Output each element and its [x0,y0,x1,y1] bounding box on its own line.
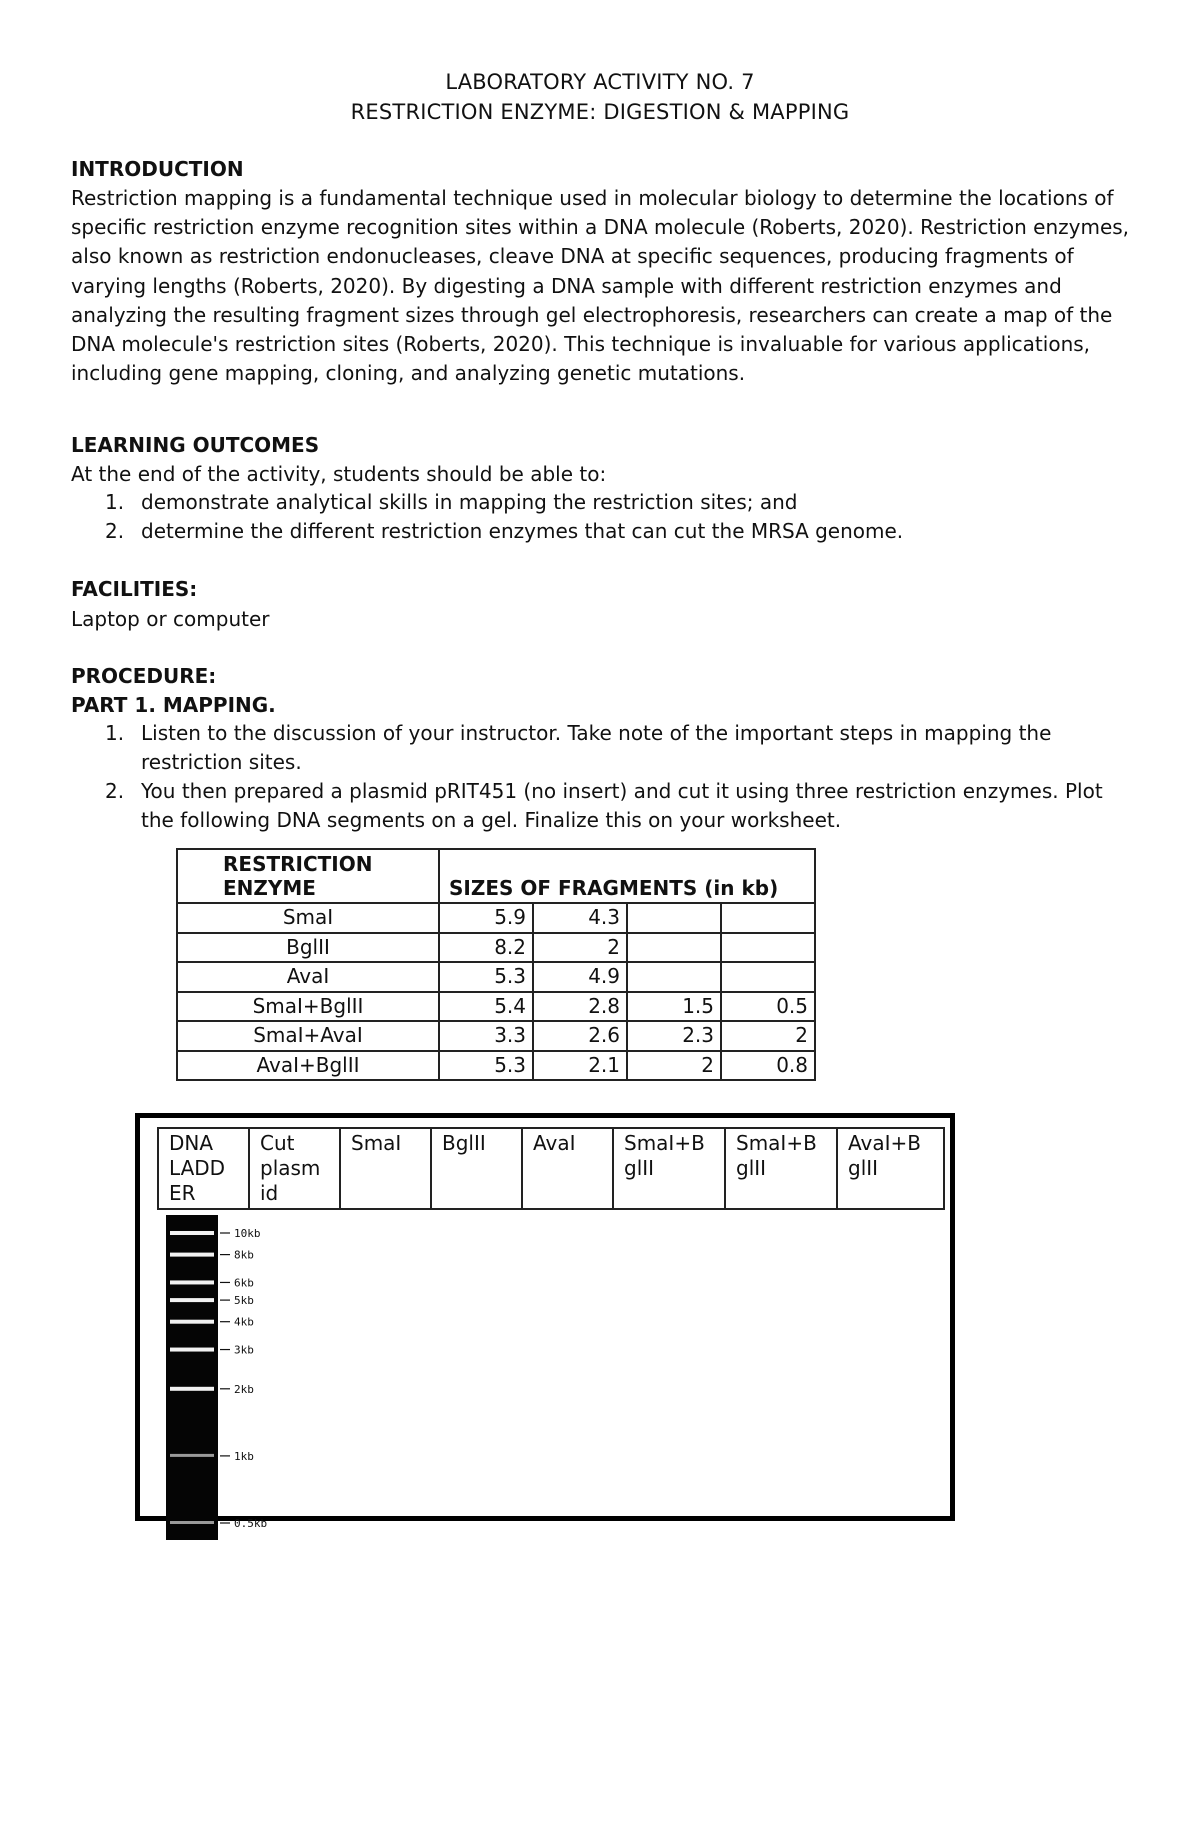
size-cell: 2.1 [533,1051,627,1081]
lane-header-cell [522,1128,613,1209]
size-cell: 5.4 [439,992,533,1022]
table-row [177,1051,815,1081]
list-item [71,719,1131,777]
size-cell: 2 [533,933,627,963]
lane-label-line: BglII [442,1131,486,1155]
lane-label-line: SmaI [351,1131,402,1155]
table-row [177,992,815,1022]
lane-label-line: LADD [169,1156,226,1180]
lane-label-line: ER [169,1181,196,1205]
learning-outcomes-heading: LEARNING OUTCOMES [71,433,320,457]
list-number: 2. [105,779,125,803]
ladder-label: 6kb [234,1276,254,1290]
size-cell [627,903,721,933]
header-text-line2: ENZYME [223,876,316,900]
ladder-band [170,1348,214,1352]
procedure-heading: PROCEDURE: [71,664,217,688]
lane-header-cell [158,1128,249,1209]
enzyme-cell: SmaI+BglII [177,992,439,1022]
lane-header-row [158,1128,944,1209]
learning-outcomes-lead: At the end of the activity, students should be able to: [71,462,607,486]
sizes-column-header: SIZES OF FRAGMENTS (in kb) [439,849,815,903]
dna-ladder-gel-image [160,1215,300,1545]
list-text: demonstrate analytical skills in mapping the restriction sites; and [141,490,798,514]
size-cell: 0.8 [721,1051,815,1081]
ladder-band [170,1231,214,1235]
ladder-label: 3kb [234,1343,254,1357]
list-number: 1. [105,721,125,745]
activity-title: LABORATORY ACTIVITY NO. 7 [445,70,755,94]
lane-label-line: plasm [260,1156,321,1180]
ladder-label: 5kb [234,1294,254,1308]
list-item [71,777,1131,835]
size-cell: 2.3 [627,1021,721,1051]
ladder-label: 8kb [234,1248,254,1262]
size-cell: 2 [721,1021,815,1051]
table-row [177,1021,815,1051]
lane-header-cell [613,1128,725,1209]
lane-label-line: id [260,1181,279,1205]
size-cell: 4.3 [533,903,627,933]
ladder-label: 1kb [234,1449,254,1463]
table-row [177,933,815,963]
gel-lane-header-table [157,1127,945,1210]
list-item [71,488,1131,517]
lane-label-line: glII [848,1156,879,1180]
ladder-band [170,1280,214,1284]
lane-label-line: AvaI [533,1131,576,1155]
ladder-band [170,1298,214,1302]
lane-header-cell [725,1128,837,1209]
ladder-band [170,1253,214,1257]
size-cell [627,933,721,963]
activity-subtitle: RESTRICTION ENZYME: DIGESTION & MAPPING [350,100,850,124]
size-cell: 2.8 [533,992,627,1022]
size-cell [721,903,815,933]
ladder-label: 10kb [234,1227,261,1240]
facilities-heading: FACILITIES: [71,577,198,601]
size-cell [721,962,815,992]
procedure-steps [71,719,1131,835]
enzyme-cell: AvaI [177,962,439,992]
lane-header-cell [249,1128,340,1209]
header-text-line1: RESTRICTION [223,852,373,876]
ladder-label: 4kb [234,1315,254,1329]
gel-lane-background [166,1215,218,1540]
size-cell: 1.5 [627,992,721,1022]
list-number: 1. [105,490,125,514]
size-cell: 8.2 [439,933,533,963]
size-cell: 5.3 [439,962,533,992]
lane-header-cell [837,1128,944,1209]
size-cell: 2 [627,1051,721,1081]
learning-outcomes-list [71,488,1131,546]
fragment-sizes-table [176,848,816,1081]
lane-label-line: DNA [169,1131,214,1155]
list-item [71,517,1131,546]
size-cell [721,933,815,963]
lane-header-cell [340,1128,431,1209]
lane-label-line: Cut [260,1131,295,1155]
size-cell: 0.5 [721,992,815,1022]
size-cell: 5.9 [439,903,533,933]
lane-label-line: glII [624,1156,655,1180]
enzyme-cell: SmaI+AvaI [177,1021,439,1051]
size-cell: 3.3 [439,1021,533,1051]
enzyme-cell: BglII [177,933,439,963]
list-number: 2. [105,519,125,543]
part1-heading: PART 1. MAPPING. [71,693,276,717]
enzyme-cell: SmaI [177,903,439,933]
table-row [177,962,815,992]
list-text: determine the different restriction enzymes that can cut the MRSA genome. [141,519,904,543]
introduction-heading: INTRODUCTION [71,157,244,181]
introduction-text: Restriction mapping is a fundamental technique used in molecular biology to determine the locations of specific restriction enzyme recognition sites within a DNA molecule (Roberts, 2020). Restriction enzymes, also known as restriction endonucleases, cleave DNA at specific sequences, producing fragments of varying lengths (Roberts, 2020). By digesting a DNA sample with different restriction enzymes and analyzing the resulting fragment sizes through gel electrophoresis, researchers can create a map of the DNA molecule's restriction sites (Roberts, 2020). This technique is invaluable for various applications, including gene mapping, cloning, and analyzing genetic mutations. [71,186,1130,386]
size-cell [627,962,721,992]
lane-label-line: SmaI+B [624,1131,705,1155]
ladder-band [170,1521,214,1524]
ladder-label: 2kb [234,1382,254,1396]
lane-header-cell [431,1128,522,1209]
enzyme-cell: AvaI+BglII [177,1051,439,1081]
ladder-band [170,1387,214,1391]
size-cell: 2.6 [533,1021,627,1051]
ladder-band [170,1320,214,1324]
lane-label-line: SmaI+B [736,1131,817,1155]
lane-label-line: AvaI+B [848,1131,921,1155]
list-text: Listen to the discussion of your instructor. Take note of the important steps in mapping the restriction sites. [141,721,1052,774]
facilities-text: Laptop or computer [71,607,270,631]
ladder-label: 0.5kb [234,1517,268,1530]
enzyme-column-header [177,849,439,903]
size-cell: 5.3 [439,1051,533,1081]
lane-label-line: glII [736,1156,767,1180]
ladder-band [170,1454,214,1457]
table-row [177,903,815,933]
list-text: You then prepared a plasmid pRIT451 (no insert) and cut it using three restriction enzymes. Plot the following DNA segments on a gel. Finalize this on your worksheet. [141,779,1103,832]
table-header-row [177,849,815,903]
size-cell: 4.9 [533,962,627,992]
